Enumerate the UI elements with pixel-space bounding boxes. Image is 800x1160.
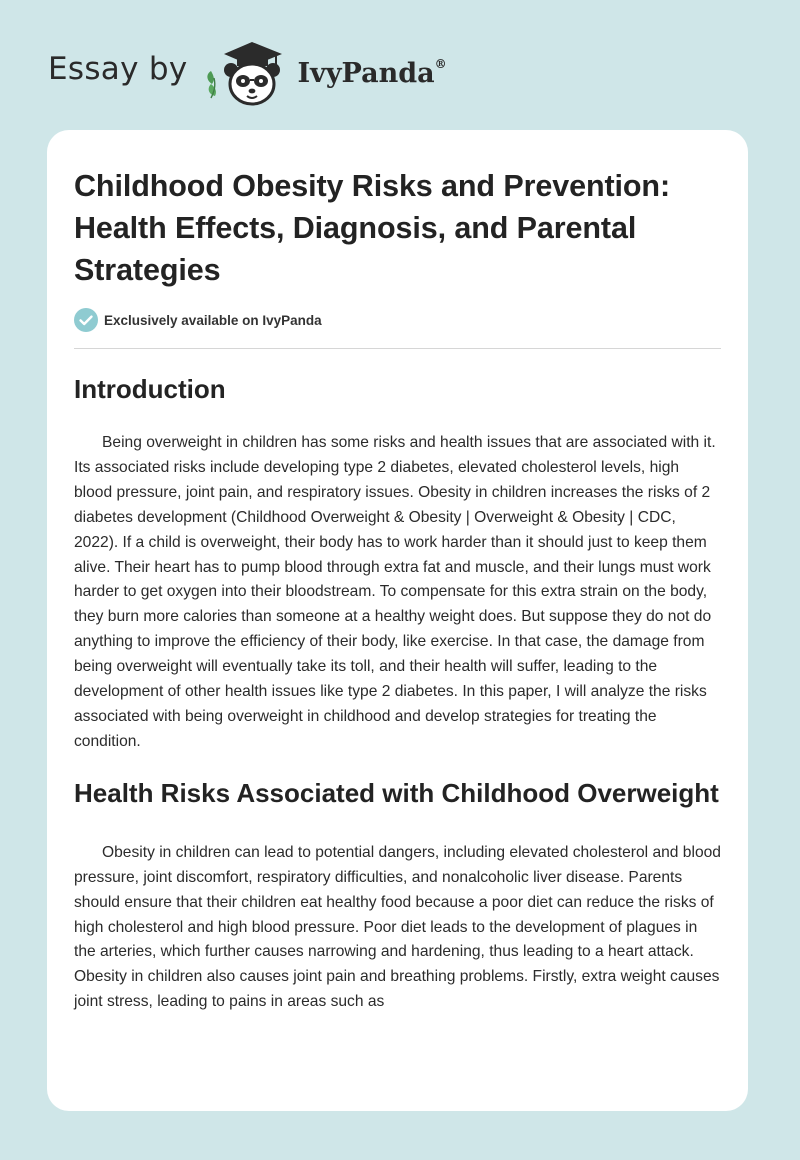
registered-mark: ® xyxy=(434,56,447,71)
check-circle-icon xyxy=(74,308,98,332)
brand-name-text: IvyPanda xyxy=(297,57,435,89)
title-divider xyxy=(74,348,721,349)
exclusive-badge xyxy=(74,306,721,334)
section-paragraph: Being overweight in children has some risks and health issues that are associated with it. Its associated risks include developing type 2 diabetes, elevated cholesterol levels, high blood pressure, joint pain, and respiratory issues. Obesity in children increases the risks of 2 diabetes development (Childhood Overweight & Obesity | Overweight & Obesity | CDC, 2022). If a child is overweight, their body has to work harder than it should just to keep them alive. Their heart has to pump blood through extra fat and muscle, and their lungs must work harder to get oxygen into their bloodstream. To compensate for this extra strain on the body, they burn more calories than someone at a healthy weight does. But suppose they do not do anything to improve the efficiency of their body, like exercise. In that case, the damage from being overweight will eventually take its toll, and their health will suffer, leading to the development of other health issues like type 2 diabetes. In this paper, I will analyze the risks associated with being overweight in childhood and develop strategies for treating the condition. xyxy=(74,434,716,750)
essay-title: Childhood Obesity Risks and Prevention: Health Effects, Diagnosis, and Parental Strategies xyxy=(74,169,671,287)
panda-graduate-icon[interactable] xyxy=(202,34,292,110)
exclusive-badge-text: Exclusively available on IvyPanda xyxy=(104,312,322,328)
essay-by-label: Essay by xyxy=(48,51,188,87)
brand-name[interactable] xyxy=(298,58,447,89)
section-introduction xyxy=(74,368,721,755)
site-header xyxy=(48,34,447,110)
section-heading: Health Risks Associated with Childhood Overweight xyxy=(74,777,719,808)
section-health-risks xyxy=(74,772,721,1015)
essay-card xyxy=(47,130,748,1111)
section-paragraph: Obesity in children can lead to potential dangers, including elevated cholesterol and blood pressure, joint discomfort, respiratory difficulties, and nonalcoholic liver disease. Parents should ensure that their children eat healthy food because a poor diet can reduce the risks of high cholesterol and high blood pressure. Poor diet leads to the development of plagues in the arteries, which further causes narrowing and hardening, thus leading to a heart attack. Obesity in children also causes joint pain and breathing problems. Firstly, extra weight causes joint stress, leading to pains in areas such as xyxy=(74,843,721,1011)
section-heading: Introduction xyxy=(74,374,226,404)
